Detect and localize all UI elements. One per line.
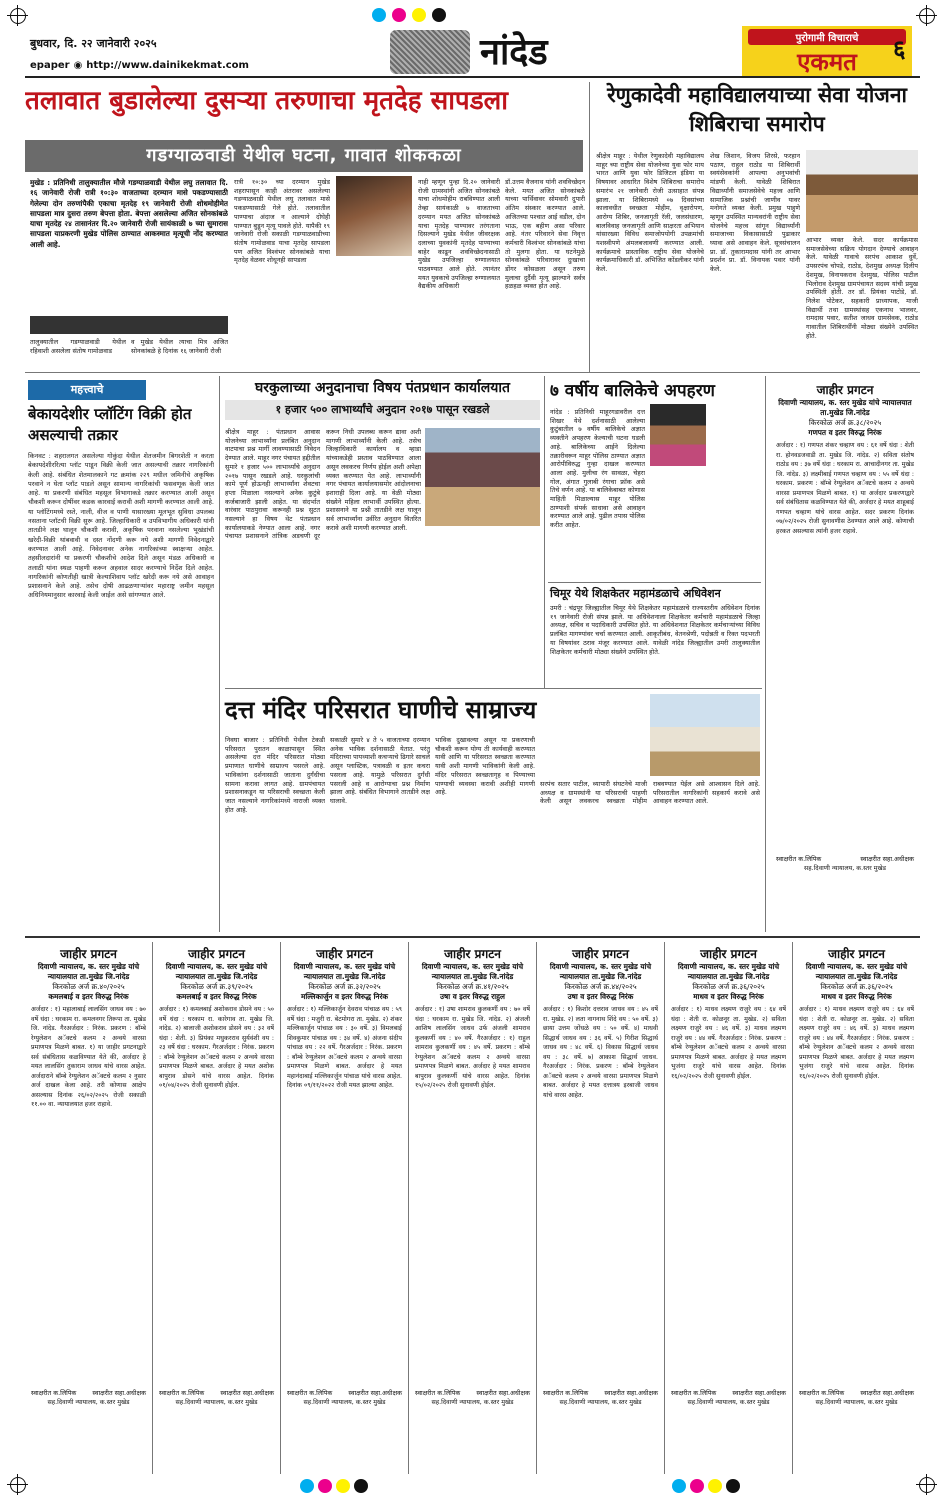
gharkul-body-cont bbox=[425, 530, 540, 680]
globe-icon: ◉ bbox=[73, 60, 83, 71]
notice-title: जाहीर प्रगटन bbox=[816, 383, 874, 397]
sign-right: स्वाक्षरीत सहा.अधीक्षक bbox=[860, 1389, 914, 1397]
notice-footer: सह.दिवाणी न्यायालय, क.स्तर मुखेड bbox=[687, 1399, 770, 1406]
paper-tagline: पुरोगामी विचाराचे bbox=[748, 29, 906, 45]
notice-case: किरकोळ अर्ज क्र.३६/२०२५ bbox=[692, 982, 765, 991]
notice-case: किरकोळ अर्ज क्र.४१/२०२५ bbox=[436, 982, 509, 991]
lead-body-a: रात्री १०:३० च्या दरम्यान मुखेड शहरापासून काही अंतरावर असलेल्या गडग्याळवाडी येथील लघु तलावात मासे पकडण्यासाठी गेले होते. तलावातील पाण्याचा अंदाज न आल्याने दोघेही पाण्यात बुडून मृत्यू पावले होते. यापैकी १९ जानेवारी रोजी सकाळी गडग्याळवाडीच्या संतोष गामोळवाड याचा मृतदेह सापडला पण अजित विश्वंभर सोनकांबळे याचा मृतदेह वेळवर शोधूनही सापडला bbox=[234, 178, 330, 265]
lead-subhead: गडग्याळवाडी येथील घटना, गावात शोककळा bbox=[25, 140, 583, 172]
notice-signatures bbox=[776, 855, 914, 864]
sign-right: स्वाक्षरीत सहा.अधीक्षक bbox=[860, 855, 914, 863]
notice-case: किरकोळ अर्ज क्र.४०/२०२५ bbox=[52, 982, 125, 991]
sign-right: स्वाक्षरीत सहा.अधीक्षक bbox=[220, 1389, 274, 1397]
notice-signatures bbox=[31, 1389, 146, 1398]
notice-body: अर्जदार : १) माधव लक्ष्मण राजुरे वय : ६४ वर्षे धंदा : शेती रा. कोळनूर ता. मुखेड. २) सविता लक्ष्मण राजुरे वय : ४६ वर्षे. ३) माधव लक्ष्मण राजुरे वय : ४४ वर्षे. गैरअर्जदार : निरंक. प्रकरण : बॉम्बे रेग्युलेशन अॅक्टचे कलम २ अन्वये वारसा प्रमाणपत्र मिळणे बाबत. अर्जदार हे मयत लक्ष्मण भुजंगा राजुरे यांचे वारस आहेत. दिनांक १६/०२/२०२५ रोजी सुनावणी होईल. bbox=[799, 1006, 914, 1080]
sign-left: स्वाक्षरीत क.लिपिक bbox=[31, 1389, 77, 1397]
page-number: ६ bbox=[893, 35, 906, 63]
notice-signatures bbox=[415, 1389, 530, 1398]
notice-court: दिवाणी न्यायालय, क. स्तर मुखेड यांचे न्यायालयात ता.मुखेड जि.नांदेड bbox=[805, 962, 908, 981]
notice-signatures bbox=[543, 1389, 658, 1398]
datta-body-b: सकाळी सुमारे ४ ते ५ वाजताच्या दरम्यान अनेक भाविक दर्शनासाठी येतात. परंतु मंदिराच्या पायथ्याशी कचऱ्याचे ढिगारे साचले असून प्लास्टिक, पत्रावळी व इतर कचरा पसरला आहे. यामुळे परिसरात दुर्गंधी पसरली आहे व आरोग्याचा प्रश्न निर्माण झाला आहे. संबंधित विभागाने तातडीने लक्ष घालावे. bbox=[330, 736, 430, 805]
notice-parties: कमलबाई व इतर विरुद्ध निरंक bbox=[176, 992, 257, 1001]
sign-left: स्वाक्षरीत क.लिपिक bbox=[776, 855, 822, 863]
notice-parties: माधव व इतर विरुद्ध निरंक bbox=[821, 992, 892, 1001]
notice-4 bbox=[409, 942, 537, 1474]
notice-body: अर्जदार : १) माधव लक्ष्मण राजुरे वय : ६४ वर्षे धंदा : शेती रा. कोळनूर ता. मुखेड. २) सविता लक्ष्मण राजुरे वय : ४६ वर्षे. ३) माधव लक्ष्मण राजुरे वय : ४४ वर्षे. गैरअर्जदार : निरंक. प्रकरण : बॉम्बे रेग्युलेशन अॅक्टचे कलम २ अन्वये वारसा प्रमाणपत्र मिळणे बाबत. अर्जदार हे मयत लक्ष्मण भुजंगा राजुरे यांचे वारस आहेत. दिनांक १६/०२/२०२५ रोजी सुनावणी होईल. bbox=[671, 1006, 786, 1080]
notice-footer: सह.दिवाणी न्यायालय, क.स्तर मुखेड bbox=[815, 1399, 898, 1406]
important-tag: महत्त्वाचे bbox=[28, 380, 146, 400]
chimur-headline: चिमूर येथे शिक्षकेतर महामंडळाचे अधिवेशन bbox=[550, 587, 721, 600]
epaper-label: epaper bbox=[30, 60, 70, 71]
plotting-body: किनवट : शहरालगत असलेल्या गोकुंदा येथील शेतजमीन बिगरशेती न करता बेकायदेशीररित्या प्लॉट पाडून विक्री केली जात असल्याची तक्रार नागरिकांनी केली आहे. संबंधित शेतमालकाने गट क्रमांक २२९ मधील जमिनीचे अकृषिक परवाने न घेता प्लॉट पाडले असून सामान्य नागरिकांची फसवणूक केली जात आहे. या प्रकरणी संबंधित महसूल विभागाकडे तक्रार करण्यात आली असून चौकशी करून दोषींवर कडक कारवाई करावी अशी मागणी करण्यात आली आहे. या प्लॉटिंगमध्ये रस्ते, नाली, वीज व पाणी यासारख्या मूलभूत सुविधा उपलब्ध नसताना प्लॉटची विक्री सुरू आहे. जिल्हाधिकारी व उपविभागीय अधिकारी यांनी तातडीने लक्ष घालून चौकशी करावी, अकृषिक परवाना नसलेल्या भूखंडांची खरेदी-विक्री थांबवावी व दस्त नोंदणी करू नये अशी मागणी निवेदनाद्वारे करण्यात आली आहे. निवेदनावर अनेक नागरिकांच्या स्वाक्षऱ्या आहेत. तहसीलदारांनी या प्रकरणी चौकशीचे आदेश दिले असून मंडळ अधिकारी व तलाठी यांना स्थळ पाहणी करून अहवाल सादर करण्याचे निर्देश दिले आहेत. नागरिकांनी कोणतीही खात्री केल्याशिवाय प्लॉट खरेदी करू नये असे आवाहन प्रशासनाने केले आहे. तसेच दोषी आढळणाऱ्यांवर महाराष्ट्र जमीन महसूल अधिनियमानुसार कारवाई केली जाईल असे सांगण्यात आले. bbox=[28, 452, 214, 600]
temple-photo bbox=[650, 694, 760, 776]
notice-signatures bbox=[159, 1389, 274, 1398]
renuka-body-b: शेख जिशान, विजय शिरसे, फरहान पठाण, राहुल राठोड या शिबिरार्थी स्वयंसेवकांनी आपल्या अनुभवांची मांडणी केली. यावेळी शिबिरात विद्यार्थ्यांनी समाजसेवेचे महत्त्व आणि सामाजिक प्रश्नांची जाणीव यावर मनोगते व्यक्त केली. प्रमुख पाहुणे म्हणून उपस्थित मान्यवरांनी राष्ट्रीय सेवा योजनेचे महत्त्व सांगून विद्यार्थ्यांनी समाजाच्या विकासासाठी पुढाकार घ्यावा असे आवाहन केले. सूत्रसंचालन प्रा. डॉ. तुकारामदास यांनी तर आभार प्रदर्शन प्रा. डॉ. विनायक पवार यांनी केले. bbox=[710, 152, 800, 274]
sign-right: स्वाक्षरीत सहा.अधीक्षक bbox=[732, 1389, 786, 1397]
sign-right: स्वाक्षरीत सहा.अधीक्षक bbox=[604, 1389, 658, 1397]
registration-mark bbox=[919, 1477, 935, 1493]
notice-footer: सह.दिवाणी न्यायालय, क.स्तर मुखेड bbox=[559, 1399, 642, 1406]
notice-title: जाहीर प्रगटन bbox=[316, 947, 373, 961]
notice-body: अर्जदार : १) गणपत शंकर चव्हाण वय : ६१ वर्षे धंदा : शेती रा. होनवडजवाडी ता. मुखेड जि. नांदेड. २) सविता संतोष राठोड वय : ३७ वर्षे धंदा : घरकाम रा. आचादीनगर ता. मुखेड जि. नांदेड. ३) लक्ष्मीबाई गणपत चव्हाण वय : ५५ वर्षे धंदा : घरकाम. प्रकरण : बॉम्बे रेग्युलेशन अॅक्टचे कलम २ अन्वये वारसा प्रमाणपत्र मिळणे बाबत. १) या अर्जदार प्रकरणाद्वारे सर्व संबंधितास कळविण्यात येते की, अर्जदार हे मयत शाहूबाई गणपत चव्हाण यांचे वारस आहेत. सदर प्रकरण दिनांक ०७/०२/२०२५ रोजी सुनावणीस ठेवण्यात आले आहे. कोणाची हरकत असल्यास त्यांनी हजर राहावे. bbox=[776, 442, 914, 535]
registration-mark bbox=[10, 8, 26, 24]
datta-body-d: सरपंच सतार पाटील, व्यापारी संघटनेचे माजी अध्यक्ष व ग्रामस्थांनी या परिसराची पाहणी केली असून लवकरच स्वच्छता मोहीम राबवण्यात येईल असे आश्वासन दिले आहे. परिसरातील नागरिकांनी सहकार्य करावे असे आवाहन करण्यात आले. bbox=[540, 780, 760, 806]
notice-parties: उषा व इतर विरुद्ध राहुल bbox=[440, 992, 505, 1001]
notice-title: जाहीर प्रगटन bbox=[828, 947, 885, 961]
sign-left: स्वाक्षरीत क.लिपिक bbox=[415, 1389, 461, 1397]
lead-caption-1: तालुक्यातील गडग्याळवाडी येथील रहिवाशी असलेला संतोष गामोळवाड bbox=[30, 338, 126, 355]
notice-title: जाहीर प्रगटन bbox=[572, 947, 629, 961]
color-strip-top bbox=[372, 8, 446, 22]
lead-caption-2: व मुखेड येथील त्याचा मित्र अजित सोनकांबळे हे दिनांक १६ जानेवारी रोजी bbox=[131, 338, 228, 355]
notice-1 bbox=[25, 942, 153, 1474]
renuka-headline: रेणुकादेवी महाविद्यालयाच्या सेवा योजना शिबिराचा समारोप bbox=[607, 82, 907, 136]
renuka-body-c: आभार व्यक्त केले. सदर कार्यक्रमास समाजसेवेच्या सक्रिय योगदान देण्याचे आवाहन केले. यावेळी गावाचे सरपंच आकाश धुर्वे, उपसरपंच चोपडे, राठोड, देशमुख अध्यक्ष दिलीप देशमुख, विनायकराव देशमुख, पोलिस पाटील भिलोराव देशमुख ग्रामपंचायत सदस्य यांची प्रमुख उपस्थिती होती. तर डॉ. प्रियंका पाटोडे, डॉ. निलेश पोटेकर, सहकारी प्राध्यापक, माजी विद्यार्थी तथा ग्रामस्थांसह एकनाथ भालवर, रामदास पवार, सतीश जाधव ग्रामसेवक, राठोड गावातील शिबिरार्थींनी मोठ्या संख्येने उपस्थित होते. bbox=[806, 236, 918, 340]
sign-left: स्वाक्षरीत क.लिपिक bbox=[159, 1389, 205, 1397]
notice-court: दिवाणी न्यायालय, क. स्तर मुखेड यांचे न्यायालयात ता.मुखेड जि.नांदेड bbox=[549, 962, 652, 981]
notice-parties: गणपत व इतर विरुद्ध निरंक bbox=[808, 428, 882, 437]
notice-court: दिवाणी न्यायालय, क. स्तर मुखेड यांचे न्यायालयात ता.मुखेड जि.नांदेड bbox=[677, 962, 780, 981]
datta-headline: दत्त मंदिर परिसरात घाणीचे साम्राज्य bbox=[225, 695, 537, 724]
notice-court: दिवाणी न्यायालय, क. स्तर मुखेड यांचे न्यायालयात ता.मुखेड जि.नांदेड bbox=[421, 962, 524, 981]
gharkul-headline: घरकुलाच्या अनुदानाचा विषय पंतप्रधान कार्यालयात bbox=[255, 380, 510, 396]
camp-photo bbox=[806, 150, 918, 232]
registration-mark bbox=[919, 8, 935, 24]
notice-2 bbox=[153, 942, 281, 1474]
lead-body-c: डॉ.उत्तम वैजनाथ यांनी शवविच्छेदन केले. मयत अजित सोनकांबळे याच्या पार्थिवावर सोमवारी दुपारी अंतिम संस्कार करण्यात आले. अजितच्या पश्चात आई वडील, दोन भाऊ, एक बहीण असा परिवार आहे. नंतर परिवारने सेवा निवृत्त कर्मचारी विश्वंभर सोनकांबळे यांचा तो मुलगा होता. या घटनेमुळे सोनकांबळे परिवारावर दुःखाचा डोंगर कोसळला असून तरुण मुलाचा दुर्दैवी मृत्यू झाल्याने सर्वत्र हळहळ व्यक्त होत आहे. bbox=[505, 178, 585, 291]
notice-case: किरकोळ अर्ज क्र.३८/२०२५ bbox=[808, 418, 882, 427]
notice-footer: सह.दिवाणी न्यायालय, क.स्तर मुखेड bbox=[303, 1399, 386, 1406]
notice-title: जाहीर प्रगटन bbox=[700, 947, 757, 961]
website-link[interactable]: http://www.dainikekmat.com bbox=[86, 60, 249, 71]
notice-5 bbox=[537, 942, 665, 1474]
notice-body: अर्जदार : १) मल्लिकार्जुन देवराव पांचाळ वय : ५९ वर्षे धंदा : मजुरी रा. बेटमोगरा ता. मुखेड. २) शंकर मल्लिकार्जुन पांचाळ वय : ३० वर्षे. ३) विमलबाई शिवकुमार पांचाळ वय : ३४ वर्षे. ४) अंजना संदीप पांचाळ वय : २२ वर्षे. गैरअर्जदार : निरंक. प्रकरण : बॉम्बे रेग्युलेशन अॅक्टचे कलम २ अन्वये वारसा प्रमाणपत्र मिळणे बाबत. अर्जदार हे मयत महानंदाबाई मल्लिकार्जुन पांचाळ यांचे वारस आहेत. दिनांक ०९/११/२०२२ रोजी मयत झाल्या आहेत. bbox=[287, 1006, 402, 1089]
notice-parties: मल्लिकार्जुन व इतर विरुद्ध निरंक bbox=[300, 992, 389, 1001]
kidnap-body: नांदेड : प्रतिनिधी माहूरगडावरील दत्त शिखर येथे दर्शनासाठी आलेल्या कुटुंबातील ७ वर्षीय बालिकेचे अज्ञात व्यक्तीने अपहरण केल्याची घटना घडली आहे. बालिकेच्या आईने दिलेल्या तक्रारीवरून माहूर पोलिस ठाण्यात अज्ञात आरोपीविरुद्ध गुन्हा दाखल करण्यात आला आहे. मुलीचा रंग सावळा, चेहरा गोल, अंगात गुलाबी रंगाचा फ्रॉक असे तिचे वर्णन आहे. या बालिकेबाबत कोणास माहिती मिळाल्यास माहूर पोलिस ठाण्याशी संपर्क साधावा असे आवाहन करण्यात आले आहे. पुढील तपास पोलिस करीत आहेत. bbox=[550, 408, 645, 530]
notice-signatures bbox=[671, 1389, 786, 1398]
notice-court: दिवाणी न्यायालय, क. स्तर मुखेड यांचे न्यायालयात ता.मुखेड जि.नांदेड bbox=[37, 962, 140, 981]
notice-case: किरकोळ अर्ज क्र.३९/२०२५ bbox=[180, 982, 253, 991]
issue-date: बुधवार, दि. २२ जानेवारी २०२५ bbox=[30, 37, 157, 50]
sign-left: स्वाक्षरीत क.लिपिक bbox=[799, 1389, 845, 1397]
kidnap-body-cont bbox=[710, 408, 760, 578]
gharkul-photo bbox=[425, 428, 540, 526]
notice-case: किरकोळ अर्ज क्र.४४/२०२५ bbox=[564, 982, 637, 991]
girl-photo bbox=[650, 404, 706, 466]
notice-case: किरकोळ अर्ज क्र.३२/२०२५ bbox=[308, 982, 381, 991]
datta-body-a: निवघा बाजार : प्रतिनिधी येथील टेकडी परिसरात पुरातन काळापासून स्थित असलेल्या दत्त मंदिर परिसरात मोठ्या प्रमाणात घाणीचे साम्राज्य पसरले आहे. भाविकांना दर्शनासाठी जाताना दुर्गंधीचा सामना करावा लागत आहे. ग्रामपंचायत प्रशासनाकडून या परिसराची स्वच्छता केली जात नसल्याने नागरिकांमध्ये नाराजी व्यक्त होत आहे. bbox=[225, 736, 325, 814]
victim-photo bbox=[336, 176, 412, 256]
city-name: नांदेड bbox=[480, 31, 548, 73]
paper-name: एकमत bbox=[797, 47, 857, 76]
notice-footer: सह.दिवाणी न्यायालय, क.स्तर मुखेड bbox=[47, 1399, 130, 1406]
notice-parties: उषा व इतर विरुद्ध निरंक bbox=[567, 992, 634, 1001]
notice-signatures bbox=[287, 1389, 402, 1398]
notice-body: अर्जदार : १) उषा शामराव कुलकर्णी वय : ७० वर्षे धंदा : घरकाम रा. मुखेड जि. नांदेड. २) अंजली आशिष लालसिंग जाधव उर्फ अंजली शामराव कुलकर्णी वय : ४० वर्षे. गैरअर्जदार : १) राहुल शामराव कुलकर्णी वय : ४५ वर्षे. प्रकरण : बॉम्बे रेग्युलेशन अॅक्टचे कलम २ अन्वये वारसा प्रमाणपत्र मिळणे बाबत. अर्जदार हे मयत शामराव बापुराव कुलकर्णी यांचे वारस आहेत. दिनांक १५/०२/२०२५ रोजी सुनावणी होईल. bbox=[415, 1006, 530, 1089]
notice-title: जाहीर प्रगटन bbox=[444, 947, 501, 961]
notice-6 bbox=[665, 942, 793, 1474]
epaper-line bbox=[30, 60, 249, 71]
ekmat-logo bbox=[742, 26, 912, 76]
registration-mark bbox=[10, 1477, 26, 1493]
notice-court: दिवाणी न्यायालय, क. स्तर मुखेड यांचे न्यायालयात ता.मुखेड जि.नांदेड bbox=[293, 962, 396, 981]
notice-body: अर्जदार : १) महालाबाई लालसिंग जाधव वय : ७० वर्षे धंदा : घरकाम रा. कमलनगर तिरूपा ता. मुखेड जि. नांदेड. गैरअर्जदार : निरंक. प्रकरण : बॉम्बे रेग्युलेशन अॅक्टचे कलम २ अन्वये वारसा प्रमाणपत्र मिळणे बाबत. १) या जाहीर प्रगटनाद्वारे सर्व संबंधितास कळविण्यात येते की, अर्जदार हे मयत लालसिंग तुकाराम जाधव यांचे वारस आहेत. अर्जदाराने बॉम्बे रेग्युलेशन अॅक्टचे कलम २ नुसार अर्ज दाखल केला आहे. तरी कोणास आक्षेप असल्यास दिनांक २६/०२/२०२५ रोजी सकाळी ११.०० वा. न्यायालयात हजर राहावे. bbox=[31, 1006, 146, 1108]
sign-right: स्वाक्षरीत सहा.अधीक्षक bbox=[348, 1389, 402, 1397]
notice-case: किरकोळ अर्ज क्र.३६/२०२५ bbox=[820, 982, 893, 991]
sign-left: स्वाक्षरीत क.लिपिक bbox=[671, 1389, 717, 1397]
notice-0 bbox=[770, 378, 920, 932]
gharkul-body: श्रीक्षेत्र माहूर : पंतप्रधान आवास योजनेच्या लाभार्थ्यांना प्रलंबित अनुदान वाटपाचा प्रश्न मार्गी लावण्यासाठी निवेदन देण्यात आले. माहूर नगर पंचायत हद्दीतील सुमारे १ हजार ५०० लाभार्थ्यांचे अनुदान २०१७ पासून रखडले आहे. घरकुलांची कामे पूर्ण होऊनही लाभार्थ्यांना शेवटचा हप्ता मिळाला नसल्याने अनेक कुटुंबे कर्जबाजारी झाली आहेत. या संदर्भात वारंवार पाठपुरावा करूनही प्रश्न सुटत नसल्याने हा विषय थेट पंतप्रधान कार्यालयाकडे नेण्यात आला आहे. नगर पंचायत प्रशासनाने तांत्रिक अडचणी दूर करून निधी उपलब्ध करून द्यावा अशी मागणी लाभार्थ्यांनी केली आहे. तसेच जिल्हाधिकारी कार्यालय व म्हाडा यांच्याकडेही प्रस्ताव पाठविण्यात आला असून लवकरच निर्णय होईल अशी अपेक्षा व्यक्त करण्यात येत आहे. लाभार्थ्यांनी नगर पंचायत कार्यालयासमोर आंदोलनाचा इशाराही दिला आहे. या वेळी मोठ्या संख्येने महिला लाभार्थी उपस्थित होत्या. प्रशासनाने या प्रश्नी तातडीने लक्ष घालून सर्व लाभार्थ्यांना उर्वरित अनुदान वितरित करावे अशी मागणी करण्यात आली. bbox=[225, 428, 421, 541]
notice-parties: माधव व इतर विरुद्ध निरंक bbox=[693, 992, 764, 1001]
notice-footer: सह.दिवाणी न्यायालय, क.स्तर मुखेड bbox=[804, 865, 886, 872]
notice-footer: सह.दिवाणी न्यायालय, क.स्तर मुखेड bbox=[175, 1399, 258, 1406]
renuka-body-a: श्रीक्षेत्र माहूर : येथील रेणुकादेवी महाविद्यालय माहूर च्या राष्ट्रीय सेवा योजनेच्या युवा फोर माय भारत आणि युवा फोर डिजिटल इंडिया या विषयावर आधारित विशेष शिबिराचा समारोप समारंभ २१ जानेवारी रोजी उत्साहात संपन्न झाला. या शिबिरामध्ये ०७ दिवसांच्या कालावधीत स्वच्छता मोहीम, वृक्षारोपण, आरोग्य शिबिर, जनजागृती रॅली, जलसंधारण, बालविवाह जनजागृती आणि साक्षरता अभियान यांसारख्या विविध समाजोपयोगी उपक्रमांची यशस्वीपणे अंमलबजावणी करण्यात आली. कार्यक्रमाचे प्रास्ताविक राष्ट्रीय सेवा योजनेचे कार्यक्रमाधिकारी डॉ. अभिजित कोंडलीकर यांनी केले. bbox=[596, 152, 704, 274]
sign-right: स्वाक्षरीत सहा.अधीक्षक bbox=[476, 1389, 530, 1397]
lead-intro: मुखेड : प्रतिनिधी तालुक्यातील मौजे गडग्याळवाडी येथील लघु तलावात दि. १६ जानेवारी रोजी रात्री १०:३० वाजताच्या दरम्यान मासे पकडण्यासाठी गेलेल्या दोन तरुणांपैकी एकाचा मृतदेह १९ जानेवारी रोजी शोधमोहीमेत सापडला मात्र दुसरा तरुण बेपत्ता होता. बेपत्ता असलेल्या अजित सोनकांबळे याचा मृतदेह २४ तासानंतर दि.२० जानेवारी रोजी सायंकाळी ७ च्या सुमारास सापडला याप्रकरणी मुखेड पोलिस ठाण्यात आकस्मात मृत्यूची नोंद करण्यात आली आहे. bbox=[30, 178, 228, 249]
lead-body-b: नाही म्हणून पुन्हा दि.२० जानेवारी रोजी ग्रामस्थांनी अजित सोनकांबळे याचा शोधमोहीम राबविण्यात आली तेव्हा सायंकाळी ७ वाजताच्या दरम्यान मयत अजित सोनकांबळे याचा मृतदेह पाण्यावर तरंगताना दिसल्याने मुखेड येथील जीवरक्षक दलाच्या युवकांनी मृतदेह पाण्याच्या बाहेर काढून शवविच्छेदनासाठी मुखेड उपजिल्हा रुग्णालयात पाठवण्यात आले होते. त्यानंतर मयत युवकाचे उपजिल्हा रुग्णालयात वैद्यकीय अधिकारी bbox=[418, 178, 500, 291]
notice-signatures bbox=[799, 1389, 914, 1398]
chimur-body: उमरी : चंद्रपूर जिल्ह्यातील चिमूर येथे शिक्षकेतर महामंडळाचे राज्यस्तरीय अधिवेशन दिनांक १९ जानेवारी रोजी संपन्न झाले. या अधिवेशनाला शिक्षकेतर कर्मचारी महामंडळाचे जिल्हा अध्यक्ष, सचिव व पदाधिकारी उपस्थित होते. या अधिवेशनात शिक्षकेतर कर्मचाऱ्यांच्या विविध प्रलंबित मागण्यांवर चर्चा करण्यात आली. आकृतीबंध, वेतनश्रेणी, पदोन्नती व रिक्त पदभरती या विषयांवर ठराव मंजूर करण्यात आले. यावेळी नांदेड जिल्ह्यातील उमरी तालुक्यातील शिक्षकेतर कर्मचारी मोठ्या संख्येने उपस्थित होते. bbox=[550, 604, 760, 656]
notice-body: अर्जदार : १) कमलबाई अशोकराव डोसने वय : ५० वर्षे धंदा : घरकाम रा. कारेगाव ता. मुखेड जि. नांदेड. २) बालाजी अशोकराव डोसने वय : ३२ वर्षे धंदा : शेती. ३) प्रियंका मधुकरराव सुर्यवंशी वय : २३ वर्षे धंदा : घरकाम. गैरअर्जदार : निरंक. प्रकरण : बॉम्बे रेग्युलेशन अॅक्टचे कलम २ अन्वये वारसा प्रमाणपत्र मिळणे बाबत. अर्जदार हे मयत अशोक बापुराव डोसने यांचे वारस आहेत. दिनांक ०१/०४/२०२५ रोजी सुनावणी होईल. bbox=[159, 1006, 274, 1089]
notice-3 bbox=[281, 942, 409, 1474]
kidnap-headline: ७ वर्षीय बालिकेचे अपहरण bbox=[550, 381, 715, 401]
notice-court: दिवाणी न्यायालय, क. स्तर मुखेड यांचे न्यायालयात ता.मुखेड जि.नांदेड bbox=[165, 962, 268, 981]
sign-left: स्वाक्षरीत क.लिपिक bbox=[287, 1389, 333, 1397]
gharkul-subhead: १ हजार ५०० लाभार्थ्यांचे अनुदान २०१७ पासून रखडले bbox=[225, 400, 540, 420]
lead-photo-strip bbox=[30, 316, 228, 334]
notice-title: जाहीर प्रगटन bbox=[60, 947, 117, 961]
notice-parties: कमलबाई व इतर विरुद्ध निरंक bbox=[48, 992, 129, 1001]
city-emblem-image bbox=[390, 30, 470, 74]
notice-title: जाहीर प्रगटन bbox=[188, 947, 245, 961]
lead-headline: तलावात बुडालेल्या दुसऱ्या तरुणाचा मृतदेह सापडला bbox=[25, 86, 508, 116]
notice-court: दिवाणी न्यायालय, क. स्तर मुखेड यांचे न्यायालयात ता.मुखेड जि.नांदेड bbox=[778, 398, 912, 417]
notice-7 bbox=[793, 942, 920, 1474]
color-strip-bottom bbox=[300, 1479, 740, 1493]
notice-footer: सह.दिवाणी न्यायालय, क.स्तर मुखेड bbox=[431, 1399, 514, 1406]
datta-body-c: भाविक दुखावल्या असून या प्रकरणाची चौकशी करून योग्य ती कार्यवाही करण्यात यावी आणि या परिसरात स्वच्छता करण्यात यावी अशी मागणी भाविकांनी केली आहे. मंदिर परिसरात स्वच्छतागृह व पिण्याच्या पाण्याची व्यवस्था करावी अशीही मागणी आहे. bbox=[435, 736, 535, 797]
sign-right: स्वाक्षरीत सहा.अधीक्षक bbox=[92, 1389, 146, 1397]
plotting-headline: बेकायदेशीर प्लॉटिंग विक्री होत असल्याची तक्रार bbox=[28, 405, 192, 444]
notice-body: अर्जदार : १) किशोर दत्तराव जाधव वय : ४५ वर्षे रा. मुखेड. २) लता नागनाथ शिंदे वय : ५० वर्षे. ३) छाया उत्तम जोंधळे वय : ५० वर्षे. ४) माधवी सिद्धार्थ जाधव वय : ३६ वर्षे. ५) गिरीश सिद्धार्थ जाधव वय : ४८ वर्षे. ६) विकास सिद्धार्थ जाधव वय : ३८ वर्षे. ७) आकाश सिद्धार्थ जाधव. गैरअर्जदार : निरंक. प्रकरण : बॉम्बे रेग्युलेशन अॅक्टचे कलम २ अन्वये वारसा प्रमाणपत्र मिळणे बाबत. अर्जदार हे मयत दत्तात्रय इरबाजी जाधव यांचे वारस आहेत. bbox=[543, 1006, 658, 1099]
sign-left: स्वाक्षरीत क.लिपिक bbox=[543, 1389, 589, 1397]
